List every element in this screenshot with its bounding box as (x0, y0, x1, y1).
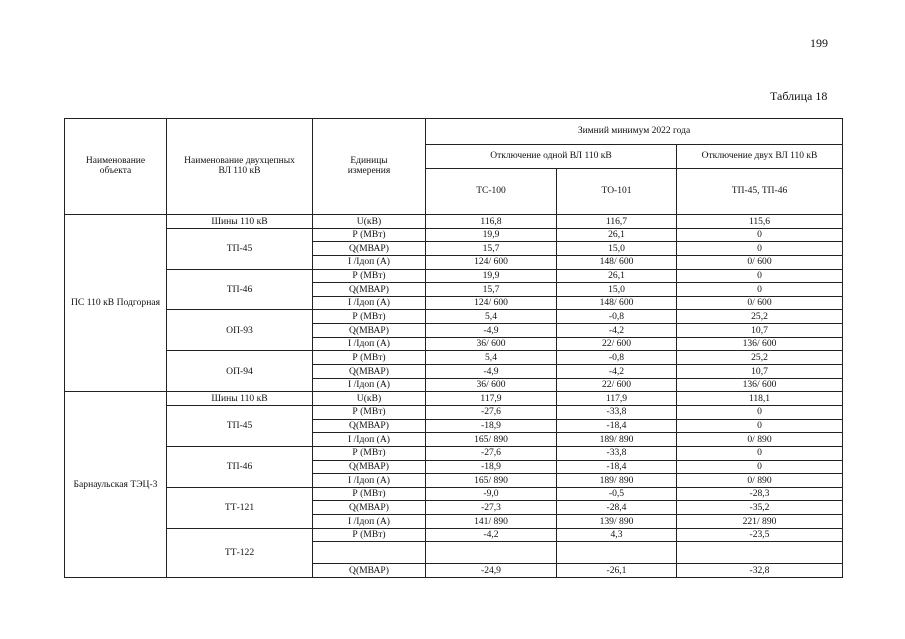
page-number: 199 (810, 36, 828, 50)
value-cell-c: 0 (677, 405, 843, 419)
value-cell-a: -27,6 (426, 405, 557, 419)
unit-cell: U(кВ) (313, 215, 426, 229)
value-cell-c: 25,2 (677, 351, 843, 365)
unit-cell: Р (МВт) (313, 446, 426, 460)
value-cell-a: -24,9 (426, 564, 557, 578)
unit-cell: I /Iдоп (А) (313, 296, 426, 310)
value-cell-b: 117,9 (557, 392, 677, 406)
value-cell-c: -23,5 (677, 528, 843, 542)
value-cell-c: -35,2 (677, 501, 843, 515)
object-name-cell: ПС 110 кВ Подгорная (65, 215, 167, 392)
unit-cell: Р (МВт) (313, 228, 426, 242)
unit-cell: Р (МВт) (313, 405, 426, 419)
value-cell-c: 0 (677, 446, 843, 460)
value-cell-b: 189/ 890 (557, 474, 677, 488)
value-cell-c: 136/ 600 (677, 337, 843, 351)
unit-cell: I /Iдоп (А) (313, 337, 426, 351)
value-cell-a: 124/ 600 (426, 255, 557, 269)
value-cell-b: 148/ 600 (557, 255, 677, 269)
value-cell-c: 118,1 (677, 392, 843, 406)
value-cell-c: 221/ 890 (677, 515, 843, 529)
value-cell-a: -4,9 (426, 365, 557, 379)
value-cell-a: 141/ 890 (426, 515, 557, 529)
header-object: Наименование объекта (65, 119, 167, 215)
value-cell-c: 25,2 (677, 310, 843, 324)
unit-cell: I /Iдоп (А) (313, 433, 426, 447)
table-row (65, 228, 843, 242)
header-off-two: Отключение двух ВЛ 110 кВ (677, 145, 843, 169)
table-body (65, 215, 843, 578)
line-name-cell: ОП-94 (167, 351, 313, 392)
value-cell-b: -0,8 (557, 351, 677, 365)
line-name-cell: ТТ-122 (167, 528, 313, 577)
value-cell-a: 165/ 890 (426, 474, 557, 488)
unit-cell: Р (МВт) (313, 487, 426, 501)
value-cell-b: 22/ 600 (557, 378, 677, 392)
unit-cell: U(кВ) (313, 392, 426, 406)
unit-cell: I /Iдоп (А) (313, 474, 426, 488)
value-cell-c: 136/ 600 (677, 378, 843, 392)
value-cell-b: 139/ 890 (557, 515, 677, 529)
unit-cell: Q(МВАР) (313, 564, 426, 578)
value-cell-a: 19,9 (426, 269, 557, 283)
value-cell-b: -33,8 (557, 405, 677, 419)
value-cell-b: -26,1 (557, 564, 677, 578)
unit-cell: I /Iдоп (А) (313, 255, 426, 269)
value-cell-b: 116,7 (557, 215, 677, 229)
value-cell-a: 116,8 (426, 215, 557, 229)
value-cell-a: 36/ 600 (426, 337, 557, 351)
value-cell-c: 0/ 600 (677, 296, 843, 310)
line-name-cell: ТП-46 (167, 269, 313, 310)
value-cell-b: -28,4 (557, 501, 677, 515)
header-off-one: Отключение одной ВЛ 110 кВ (426, 145, 677, 169)
value-cell-b: -4,2 (557, 324, 677, 338)
table-row (65, 446, 843, 460)
value-cell-b: 15,0 (557, 283, 677, 297)
value-cell-c: 10,7 (677, 324, 843, 338)
value-cell-b: 4,3 (557, 528, 677, 542)
line-name-cell: ТП-46 (167, 446, 313, 487)
value-cell-a: -18,9 (426, 419, 557, 433)
value-cell-b: -18,4 (557, 419, 677, 433)
unit-cell: Р (МВт) (313, 528, 426, 542)
line-name-cell: ТП-45 (167, 228, 313, 269)
header-col-c: ТП-45, ТП-46 (677, 169, 843, 215)
table-caption: Таблица 18 (770, 89, 828, 103)
value-cell-b: 26,1 (557, 228, 677, 242)
value-cell-a (426, 542, 557, 564)
table-row (65, 269, 843, 283)
value-cell-b (557, 542, 677, 564)
value-cell-a: -9,0 (426, 487, 557, 501)
value-cell-c: -28,3 (677, 487, 843, 501)
value-cell-c: 0 (677, 460, 843, 474)
unit-cell: I /Iдоп (А) (313, 515, 426, 529)
value-cell-c: 0 (677, 283, 843, 297)
value-cell-a: -4,9 (426, 324, 557, 338)
line-name-cell: ТТ-121 (167, 487, 313, 528)
value-cell-b: 15,0 (557, 242, 677, 256)
unit-cell: Q(МВАР) (313, 365, 426, 379)
value-cell-c: 0/ 890 (677, 474, 843, 488)
unit-cell: I /Iдоп (А) (313, 378, 426, 392)
value-cell-b: -0,8 (557, 310, 677, 324)
unit-cell: Q(МВАР) (313, 242, 426, 256)
header-col-a: ТС-100 (426, 169, 557, 215)
value-cell-b: 26,1 (557, 269, 677, 283)
unit-cell: Р (МВт) (313, 351, 426, 365)
value-cell-c: 0 (677, 269, 843, 283)
unit-cell: Q(МВАР) (313, 283, 426, 297)
value-cell-a: 15,7 (426, 283, 557, 297)
unit-cell: Р (МВт) (313, 269, 426, 283)
unit-cell: Q(МВАР) (313, 501, 426, 515)
header-col-b: ТО-101 (557, 169, 677, 215)
value-cell-c: 0 (677, 242, 843, 256)
value-cell-c: 0/ 890 (677, 433, 843, 447)
unit-cell: Q(МВАР) (313, 419, 426, 433)
value-cell-a: 124/ 600 (426, 296, 557, 310)
line-name-cell: ОП-93 (167, 310, 313, 351)
value-cell-c: 0 (677, 419, 843, 433)
value-cell-c: 0 (677, 228, 843, 242)
table-row (65, 215, 843, 229)
line-name-cell: ТП-45 (167, 405, 313, 446)
value-cell-a: 5,4 (426, 351, 557, 365)
value-cell-b: -33,8 (557, 446, 677, 460)
value-cell-b: -4,2 (557, 365, 677, 379)
value-cell-a: -27,6 (426, 446, 557, 460)
value-cell-a: 36/ 600 (426, 378, 557, 392)
value-cell-b: 189/ 890 (557, 433, 677, 447)
table-row (65, 351, 843, 365)
value-cell-b: -0,5 (557, 487, 677, 501)
line-name-cell: Шины 110 кВ (167, 392, 313, 406)
value-cell-c: -32,8 (677, 564, 843, 578)
unit-cell: Q(МВАР) (313, 460, 426, 474)
unit-cell: Р (МВт) (313, 310, 426, 324)
table-row (65, 392, 843, 406)
value-cell-a: -27,3 (426, 501, 557, 515)
value-cell-a: 117,9 (426, 392, 557, 406)
value-cell-c (677, 542, 843, 564)
value-cell-a: 19,9 (426, 228, 557, 242)
unit-cell (313, 542, 426, 564)
data-table (64, 118, 843, 578)
table-row (65, 528, 843, 542)
value-cell-b: -18,4 (557, 460, 677, 474)
table-row (65, 487, 843, 501)
table-row (65, 310, 843, 324)
value-cell-c: 115,6 (677, 215, 843, 229)
value-cell-a: -4,2 (426, 528, 557, 542)
value-cell-c: 0/ 600 (677, 255, 843, 269)
value-cell-c: 10,7 (677, 365, 843, 379)
table-row (65, 405, 843, 419)
line-name-cell: Шины 110 кВ (167, 215, 313, 229)
header-line: Наименование двухцепных ВЛ 110 кВ (167, 119, 313, 215)
object-name-cell: Барнаульская ТЭЦ-3 (65, 392, 167, 578)
value-cell-a: -18,9 (426, 460, 557, 474)
header-period: Зимний минимум 2022 года (426, 119, 843, 145)
value-cell-a: 15,7 (426, 242, 557, 256)
header-unit: Единицы измерения (313, 119, 426, 215)
value-cell-a: 5,4 (426, 310, 557, 324)
value-cell-a: 165/ 890 (426, 433, 557, 447)
value-cell-b: 148/ 600 (557, 296, 677, 310)
value-cell-b: 22/ 600 (557, 337, 677, 351)
unit-cell: Q(МВАР) (313, 324, 426, 338)
